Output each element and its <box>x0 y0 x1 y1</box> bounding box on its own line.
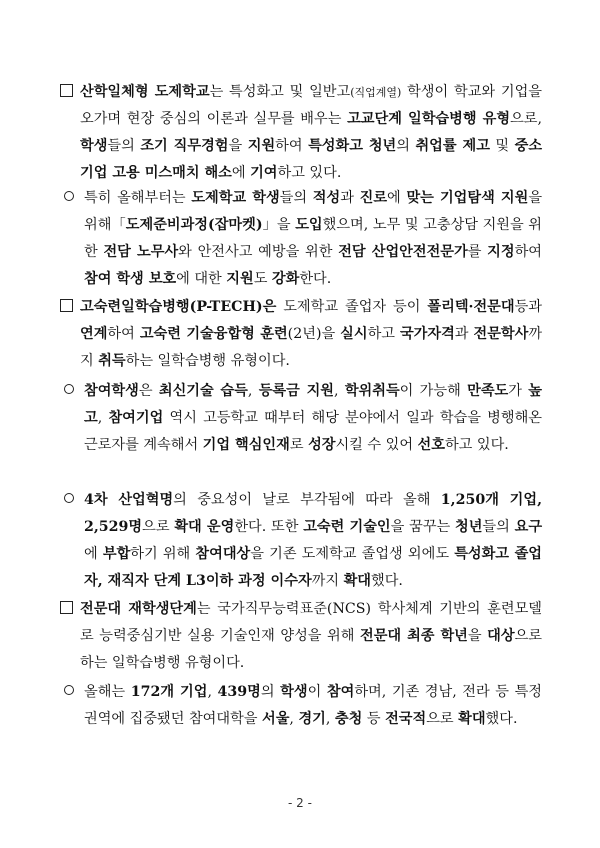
bold-text-run: 높고 <box>84 383 543 426</box>
subsection-college-expansion <box>0 679 600 733</box>
text-run: 하고 있다. <box>277 165 342 181</box>
text-run: 을 기존 도제학교 졸업생 외에도 <box>250 546 455 562</box>
bold-text-run: 참여대상 <box>195 546 251 562</box>
text-run: , <box>247 383 259 399</box>
bold-text-run: 진로 <box>359 190 388 206</box>
text-run: 에 <box>84 546 103 562</box>
bold-text-run: 전담 노무사 <box>103 244 179 260</box>
circle-bullet-icon <box>64 191 74 201</box>
text-run: 올해는 <box>84 684 131 700</box>
bold-text-run: 특성화고 졸업자, 재직자 단계 L3이하 과정 이수자 <box>84 546 543 589</box>
text-run: 등과 <box>514 299 542 315</box>
text-run: 하여 <box>107 326 140 342</box>
bold-text-run: 적성 <box>312 190 341 206</box>
text-run: 역시 고등학교 때부터 해당 분야에서 일과 학습을 병행해온 근로자를 계속해서 <box>84 410 542 453</box>
text-run: 하기 위해 <box>130 546 196 562</box>
bold-text-run: 선호 <box>417 437 445 453</box>
text-run: 에 대한 <box>176 271 227 287</box>
bold-text-run: 4차 산업혁명 <box>84 492 174 508</box>
text-run: 들의 <box>107 138 141 154</box>
text-run: 으로, <box>510 111 542 127</box>
text-run: 와 안전사고 예방을 위한 <box>178 244 339 260</box>
paragraph <box>84 487 542 595</box>
text-run: 하여 <box>275 138 309 154</box>
subsection-p-tech-benefits <box>0 378 600 459</box>
text-run: 에 <box>231 165 251 181</box>
bold-text-run: 성장 <box>308 437 336 453</box>
text-run: 까지 <box>311 573 344 589</box>
bold-text-run: 대상 <box>487 628 515 644</box>
text-run: 했으며, 노무 및 고충상담 지원을 위한 <box>84 217 542 260</box>
bold-text-run: 경기 <box>298 711 326 727</box>
bold-text-run: 특성화고 청년 <box>308 138 397 154</box>
text-run: 가 <box>508 383 529 399</box>
bold-text-run: 고교단계 일학습병행 유형 <box>347 111 511 127</box>
bullet-marker <box>64 378 84 405</box>
text-run: 는 특성화고 및 일반고 <box>209 84 351 100</box>
text-run: (2년)을 <box>287 326 341 342</box>
bold-text-run: 만족도 <box>467 383 509 399</box>
text-run: 을 <box>228 138 248 154</box>
bold-text-run: 학생 <box>280 684 308 700</box>
text-run: 한다. 또한 <box>234 519 304 535</box>
bold-text-run: 439명 <box>217 684 261 700</box>
text-run: 들의 <box>279 190 313 206</box>
text-run: 특히 올해부터는 <box>84 190 192 206</box>
bold-text-run: 확대 운영 <box>174 519 235 535</box>
text-run: 및 <box>489 138 515 154</box>
text-run: 을 꿈꾸는 <box>390 519 455 535</box>
paragraph <box>80 294 542 375</box>
bold-text-run: 중소기업 고용 미스매치 해소 <box>80 138 543 181</box>
text-run: , <box>207 684 218 700</box>
text-run: , <box>325 711 335 727</box>
bold-text-run: 학생 <box>80 138 108 154</box>
bold-text-run: 참여기업 <box>108 410 164 426</box>
bold-text-run: 고숙련 기술인 <box>303 519 391 535</box>
text-run: 했다. <box>485 711 518 727</box>
bold-text-run: 1,250개 기업, 2,529명 <box>84 492 543 535</box>
text-run: 한다. <box>299 271 332 287</box>
text-run: , <box>97 410 109 426</box>
text-run: 까지 <box>80 326 543 369</box>
square-bullet-icon <box>60 84 73 97</box>
bold-text-run: 도제준비과정(잡마켓) <box>125 217 263 233</box>
text-run: 으로 <box>426 711 459 727</box>
paragraph <box>84 378 542 459</box>
bold-text-run: 지원 <box>247 138 276 154</box>
bold-text-run: 실시 <box>340 326 368 342</box>
text-run: 으로 <box>142 519 175 535</box>
bold-text-run: 확대 <box>458 711 486 727</box>
bold-text-run: 전문학사 <box>473 326 529 342</box>
text-run: 들의 <box>482 519 515 535</box>
text-run: 의 중요성이 날로 부각됨에 따라 올해 <box>173 492 441 508</box>
section-college-student-stage <box>60 596 600 677</box>
bold-text-run: 강화 <box>271 271 300 287</box>
text-run: 하며, 기존 경남, 전라 등 특정권역에 집중됐던 참여대학을 <box>84 684 542 727</box>
page-number: - 2 - <box>288 796 312 810</box>
bold-text-run: 요구 <box>514 519 543 535</box>
bold-text-run: 172개 기업 <box>130 684 208 700</box>
text-run: 도 <box>253 271 272 287</box>
text-run: 은 <box>138 383 159 399</box>
bold-text-run: 확대 <box>343 573 371 589</box>
bold-text-run: 참여 학생 보호 <box>84 271 177 287</box>
bold-text-run: 국가자격 <box>399 326 455 342</box>
circle-bullet-icon <box>64 384 74 394</box>
bullet-marker <box>64 185 84 212</box>
bold-text-run: 전문대 최종 학년 <box>359 628 468 644</box>
bold-text-run: 청년 <box>455 519 483 535</box>
bold-text-run: 서울 <box>262 711 290 727</box>
paragraph <box>80 596 542 677</box>
section-p-tech <box>60 294 600 375</box>
bold-text-run: 부합 <box>102 546 131 562</box>
bold-text-run: 지원 <box>226 271 254 287</box>
square-bullet-icon <box>60 299 73 312</box>
bold-text-run: 전문대 재학생단계 <box>80 601 197 617</box>
bold-text-run: 고숙련 기술융합형 훈련 <box>139 326 288 342</box>
bold-text-run: 조기 직무경험 <box>140 138 229 154</box>
bullet-marker <box>60 294 80 321</box>
text-run: 하고 <box>367 326 400 342</box>
circle-bullet-icon <box>64 493 74 503</box>
text-run: 이 가능해 <box>399 383 468 399</box>
circle-bullet-icon <box>64 685 74 695</box>
text-run: 의 <box>260 684 281 700</box>
text-run: 을 위해「 <box>84 190 543 233</box>
text-run: 시킬 수 있어 <box>335 437 418 453</box>
text-run: 과 <box>454 326 474 342</box>
bold-text-run: 전국적 <box>385 711 427 727</box>
text-run: , <box>333 383 345 399</box>
text-run: 과 <box>340 190 360 206</box>
bold-text-run: 도입 <box>295 217 323 233</box>
bold-text-run: 전담 산업안전전문가 <box>338 244 468 260</box>
section-apprenticeship-school <box>60 79 600 187</box>
text-run: 으로 하는 일학습병행 유형이다. <box>80 628 542 671</box>
text-run: 하고 있다. <box>444 437 509 453</box>
bold-text-run: 취득 <box>98 353 126 369</box>
bold-text-run: 도제학교 학생 <box>191 190 280 206</box>
bold-text-run: 연계 <box>80 326 108 342</box>
bold-text-run: 고숙련일학습병행(P-TECH)은 <box>80 299 277 315</box>
text-run: , <box>289 711 299 727</box>
bold-text-run: 참여 <box>326 684 355 700</box>
text-run: 하는 일학습병행 유형이다. <box>125 353 290 369</box>
square-bullet-icon <box>60 601 73 614</box>
bullet-marker <box>64 679 84 706</box>
bullet-marker <box>60 79 80 106</box>
text-run: 등 <box>362 711 386 727</box>
bold-text-run: 폴리텍·전문대 <box>427 299 515 315</box>
bullet-marker <box>60 596 80 623</box>
bold-text-run: 기업 핵심인재 <box>202 437 290 453</box>
bold-text-run: 참여학생 <box>84 383 139 399</box>
subsection-p-tech-expansion <box>0 487 600 595</box>
bold-text-run: 등록금 지원 <box>258 383 334 399</box>
bold-text-run: 지정 <box>487 244 515 260</box>
text-run: 의 <box>396 138 416 154</box>
text-run: 학생이 학교와 기업을 오가며 현장 중심의 이론과 실무를 배우는 <box>80 84 542 127</box>
paragraph <box>80 79 542 187</box>
bold-text-run: 산학일체형 도제학교 <box>80 84 210 100</box>
text-run: 도제학교 졸업자 등이 <box>276 299 428 315</box>
text-run: 이 <box>307 684 327 700</box>
bold-text-run: 맞는 기업탐색 지원 <box>406 190 529 206</box>
text-run: 」을 <box>262 217 296 233</box>
text-run: 에 <box>387 190 407 206</box>
text-run: 하여 <box>514 244 543 260</box>
text-run: 로 <box>289 437 309 453</box>
paragraph <box>84 185 542 293</box>
bold-text-run: 최신기술 습득 <box>158 383 248 399</box>
bullet-marker <box>64 487 84 514</box>
bold-text-run: 학위취득 <box>344 383 400 399</box>
text-run: 는 국가직무능력표준(NCS) 학사체계 기반의 훈련모델로 능력중심기반 실용 기술인재 양성을 위해 <box>80 601 542 644</box>
text-run: 를 <box>467 244 488 260</box>
text-run: 을 <box>467 628 488 644</box>
bold-text-run: 기여 <box>250 165 278 181</box>
text-run: 했다. <box>371 573 403 589</box>
paragraph <box>84 679 542 733</box>
bold-text-run: 취업률 제고 <box>415 138 490 154</box>
text-run: (직업계열) <box>350 86 402 99</box>
bold-text-run: 충청 <box>334 711 363 727</box>
subsection-job-market <box>0 185 600 293</box>
